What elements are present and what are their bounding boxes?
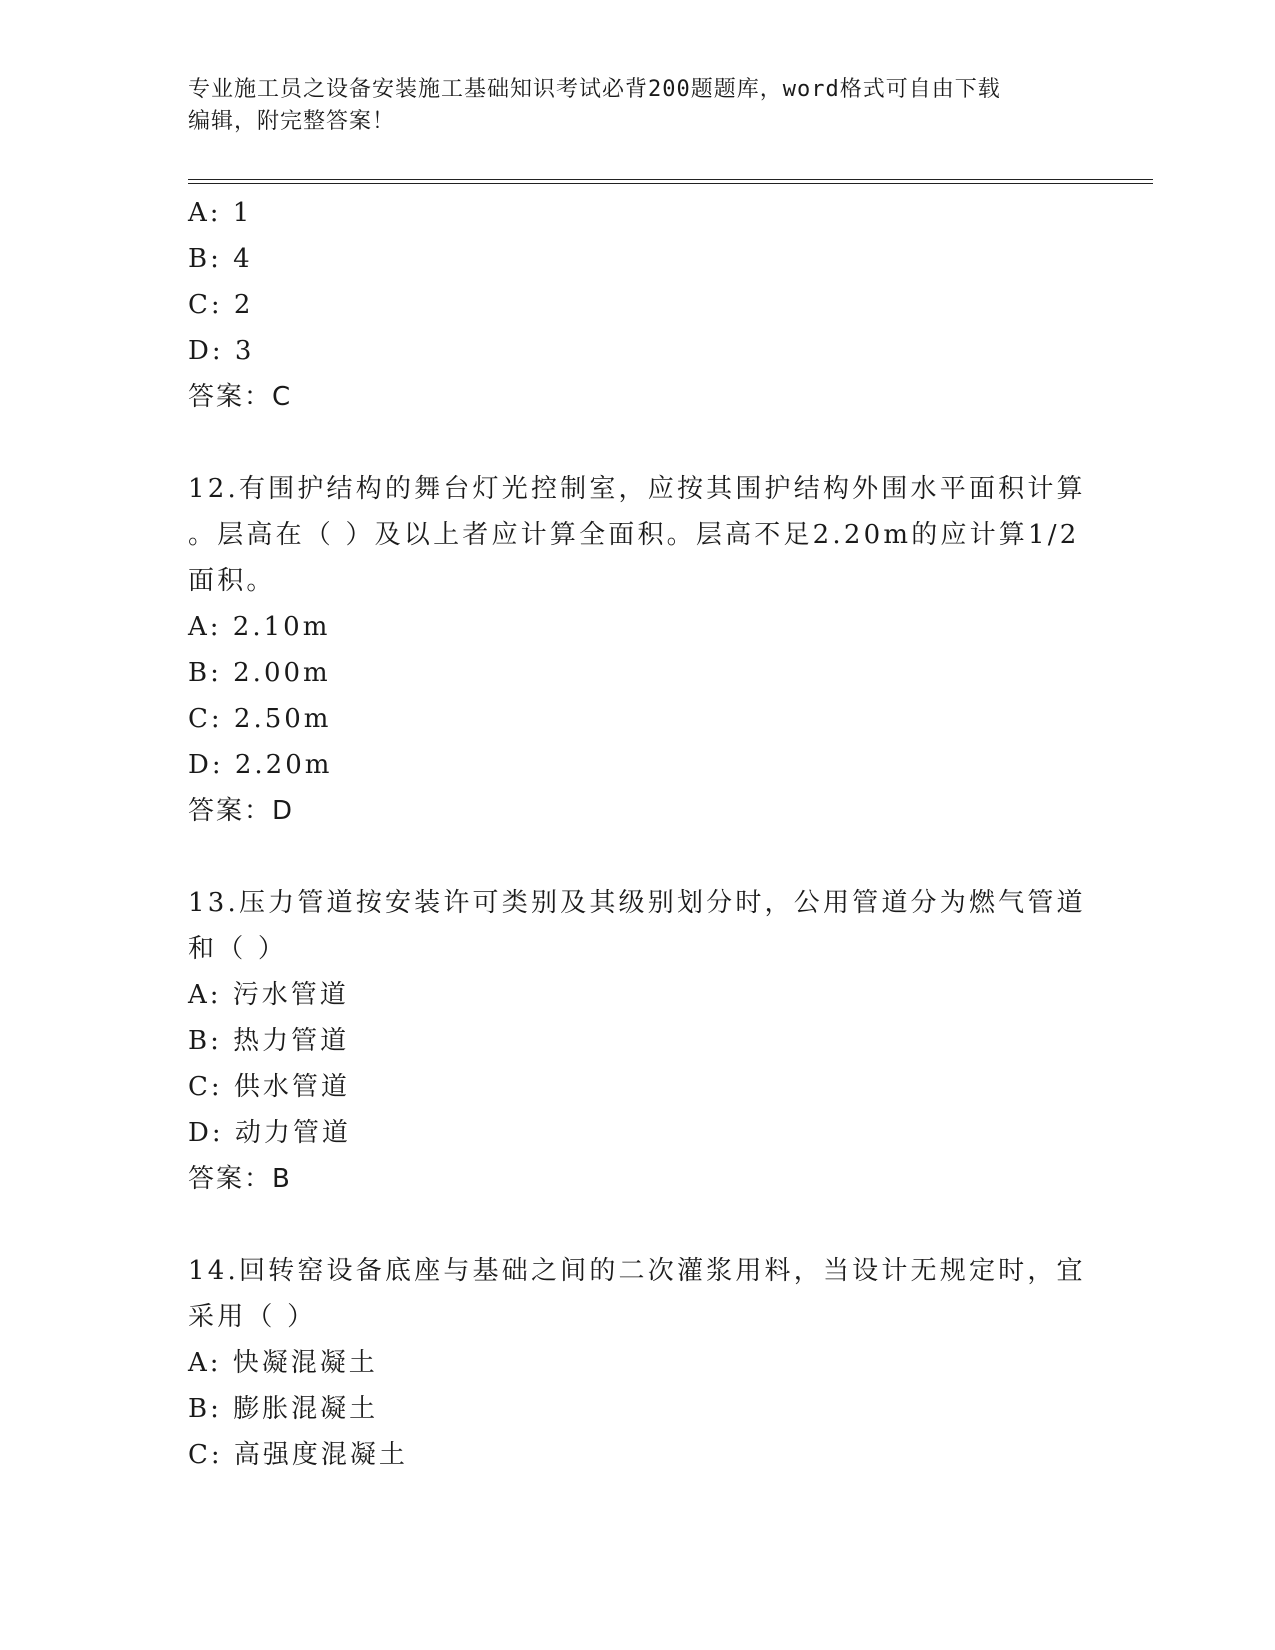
header-line-2: 编辑，附完整答案！ xyxy=(188,109,396,134)
question-12 xyxy=(188,466,1088,834)
option-c: C: 高强度混凝土 xyxy=(188,1440,408,1470)
question-text-line: 采用（ ） xyxy=(188,1302,317,1332)
question-text-line: 面积。 xyxy=(188,566,276,596)
question-spacer xyxy=(188,420,1088,466)
option-b: B: 热力管道 xyxy=(188,1026,350,1056)
question-11 xyxy=(188,190,1088,420)
header-divider-bottom xyxy=(188,183,1153,184)
option-a: A: 污水管道 xyxy=(188,980,349,1010)
option-d: D: 3 xyxy=(188,336,255,366)
header-line-1: 专业施工员之设备安装施工基础知识考试必背200题题库，word格式可自由下载 xyxy=(188,77,1001,102)
question-text-line: 和（ ） xyxy=(188,934,288,964)
option-c: C: 2.50m xyxy=(188,704,332,734)
option-b: B: 2.00m xyxy=(188,658,331,688)
question-text-line: 13.压力管道按安装许可类别及其级别划分时，公用管道分为燃气管道 xyxy=(188,888,1086,918)
question-text-line: 12.有围护结构的舞台灯光控制室，应按其围护结构外围水平面积计算 xyxy=(188,474,1086,504)
question-text-line: 14.回转窑设备底座与基础之间的二次灌浆用料，当设计无规定时，宜 xyxy=(188,1256,1086,1286)
document-header xyxy=(188,74,1088,138)
answer-line: 答案：B xyxy=(188,1164,292,1194)
answer-line: 答案：D xyxy=(188,796,295,826)
option-c: C: 供水管道 xyxy=(188,1072,350,1102)
option-a: A: 1 xyxy=(188,198,253,228)
question-spacer xyxy=(188,834,1088,880)
option-b: B: 4 xyxy=(188,244,253,274)
header-divider-top xyxy=(188,179,1153,180)
question-14 xyxy=(188,1248,1088,1478)
option-c: C: 2 xyxy=(188,290,254,320)
option-d: D: 2.20m xyxy=(188,750,333,780)
question-spacer xyxy=(188,1202,1088,1248)
question-13 xyxy=(188,880,1088,1202)
option-a: A: 快凝混凝土 xyxy=(188,1348,378,1378)
option-a: A: 2.10m xyxy=(188,612,331,642)
question-list xyxy=(188,190,1088,1478)
option-b: B: 膨胀混凝土 xyxy=(188,1394,379,1424)
answer-line: 答案：C xyxy=(188,382,293,412)
option-d: D: 动力管道 xyxy=(188,1118,351,1148)
question-text-line: 。层高在（ ）及以上者应计算全面积。层高不足2.20m的应计算1/2 xyxy=(188,520,1080,550)
